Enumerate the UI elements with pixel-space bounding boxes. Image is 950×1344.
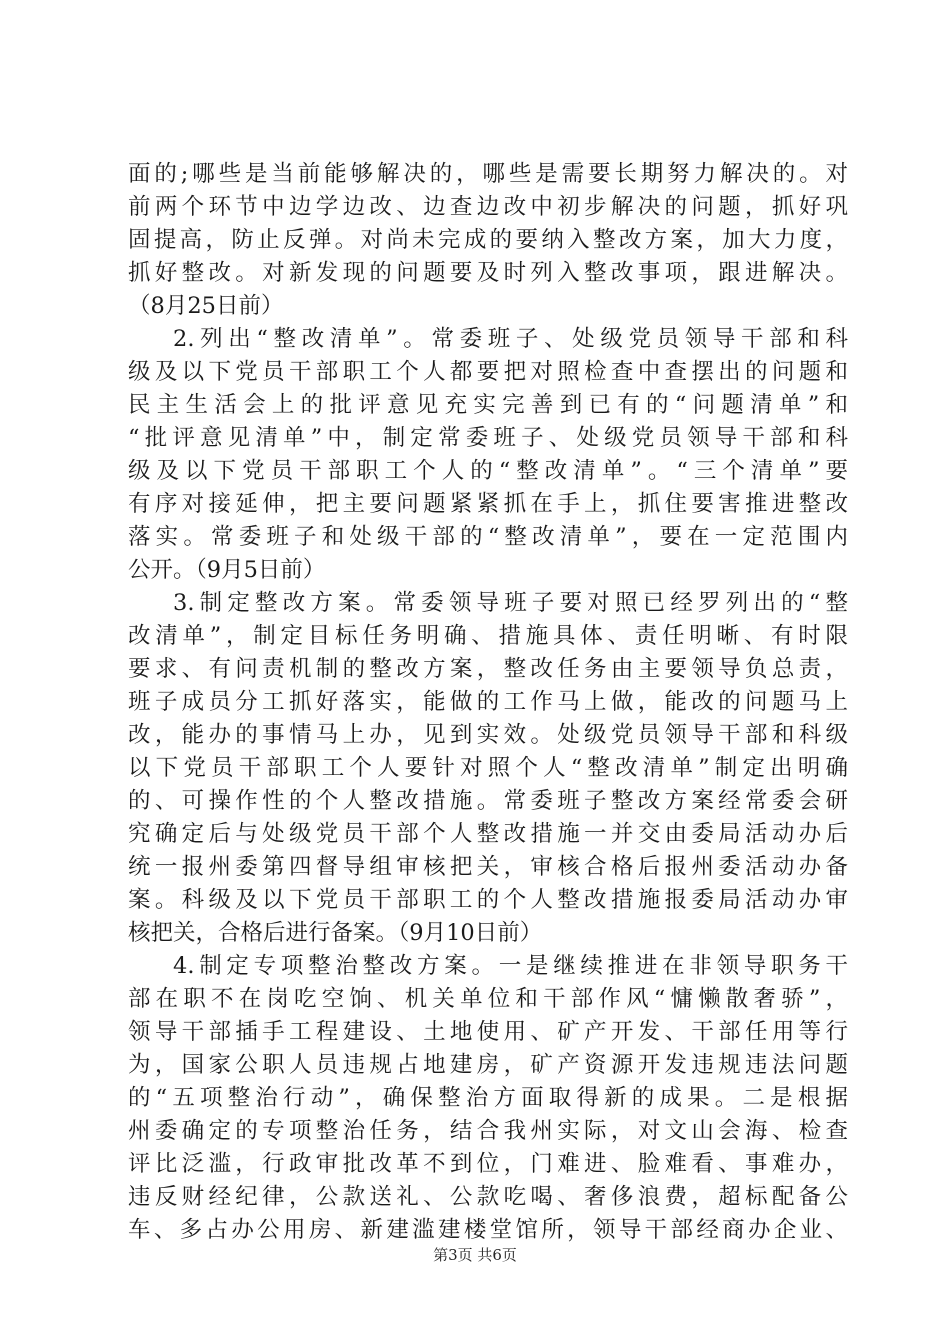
text-line: 4.制定专项整治整改方案。一是继续推进在非领导职务干 bbox=[173, 953, 848, 979]
text-line: 3.制定整改方案。常委领导班子要对照已经罗列出的“整 bbox=[173, 590, 848, 616]
text-line: 改，能办的事情马上办，见到实效。处级党员领导干部和科级 bbox=[128, 722, 848, 748]
text-line: 民主生活会上的批评意见充实完善到已有的“问题清单”和 bbox=[128, 392, 848, 418]
text-line: 落实。常委班子和处级干部的“整改清单”，要在一定范围内 bbox=[128, 524, 848, 550]
text-line: 领导干部插手工程建设、土地使用、矿产开发、干部任用等行 bbox=[128, 1019, 848, 1045]
text-line: 公开。（9月5日前） bbox=[128, 557, 326, 583]
text-line: 前两个环节中边学边改、边查边改中初步解决的问题，抓好巩 bbox=[128, 194, 848, 220]
text-line: 有序对接延伸，把主要问题紧紧抓在手上，抓住要害推进整改 bbox=[128, 491, 848, 517]
text-line: 核把关，合格后进行备案。（9月10日前） bbox=[128, 920, 543, 946]
text-line: 改清单”，制定目标任务明确、措施具体、责任明晰、有时限 bbox=[128, 623, 848, 649]
text-line: 级及以下党员干部职工个人的“整改清单”。“三个清单”要 bbox=[128, 458, 848, 484]
text-line: 要求、有问责机制的整改方案，整改任务由主要领导负总责， bbox=[128, 656, 848, 682]
text-line: 班子成员分工抓好落实，能做的工作马上做，能改的问题马上 bbox=[128, 689, 848, 715]
text-line: 统一报州委第四督导组审核把关，审核合格后报州委活动办备 bbox=[128, 854, 848, 880]
text-line: （8月25日前） bbox=[128, 293, 284, 319]
text-line: 2.列出“整改清单”。常委班子、处级党员领导干部和科 bbox=[173, 326, 848, 352]
text-line: 为，国家公职人员违规占地建房，矿产资源开发违规违法问题 bbox=[128, 1052, 848, 1078]
text-line: 车、多占办公用房、新建滥建楼堂馆所，领导干部经商办企业、 bbox=[128, 1217, 848, 1243]
text-line: 究确定后与处级党员干部个人整改措施一并交由委局活动办后 bbox=[128, 821, 848, 847]
text-line: 评比泛滥，行政审批改革不到位，门难进、脸难看、事难办， bbox=[128, 1151, 848, 1177]
text-line: 违反财经纪律，公款送礼、公款吃喝、奢侈浪费，超标配备公 bbox=[128, 1184, 848, 1210]
body-text bbox=[128, 158, 848, 1247]
text-line: 的、可操作性的个人整改措施。常委班子整改方案经常委会研 bbox=[128, 788, 848, 814]
text-line: 面的;哪些是当前能够解决的，哪些是需要长期努力解决的。对 bbox=[128, 161, 848, 187]
text-line: 州委确定的专项整治任务，结合我州实际，对文山会海、检查 bbox=[128, 1118, 848, 1144]
page-footer: 第3页 共6页 bbox=[433, 1246, 517, 1264]
text-line: 部在职不在岗吃空饷、机关单位和干部作风“慵懒散奢骄”， bbox=[128, 986, 848, 1012]
text-line: 固提高，防止反弹。对尚未完成的要纳入整改方案，加大力度， bbox=[128, 227, 848, 253]
text-line: “批评意见清单”中，制定常委班子、处级党员领导干部和科 bbox=[128, 425, 848, 451]
text-line: 的“五项整治行动”，确保整治方面取得新的成果。二是根据 bbox=[128, 1085, 848, 1111]
text-line: 以下党员干部职工个人要针对照个人“整改清单”制定出明确 bbox=[128, 755, 848, 781]
text-line: 级及以下党员干部职工个人都要把对照检查中查摆出的问题和 bbox=[128, 359, 848, 385]
text-line: 抓好整改。对新发现的问题要及时列入整改事项，跟进解决。 bbox=[128, 260, 848, 286]
text-line: 案。科级及以下党员干部职工的个人整改措施报委局活动办审 bbox=[128, 887, 848, 913]
